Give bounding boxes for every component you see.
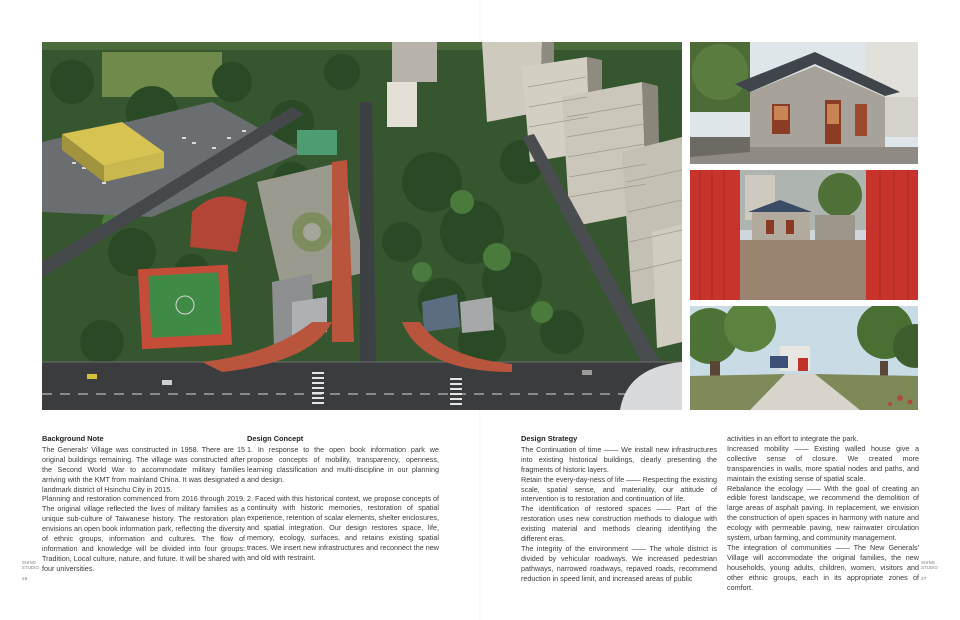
design-strategy-section bbox=[521, 434, 717, 584]
design-strategy-paragraph: Rebalance the ecology —— With the goal of creating an edible forest landscape, we recommend the demolition of large areas of asphalt paving. In replacement, we envision the construction of open spaces in harmony with nature and ecology with permeable paving, new rainwater circulation system, urban farming, and community management. bbox=[727, 483, 919, 543]
design-strategy-paragraph: activities in an effort to integrate the park. bbox=[727, 434, 859, 443]
design-strategy-paragraph: The integrity of the environment —— The whole district is divided by vehicular roadways. We increased pedestrian pathways, narrowed roadways, repaved roads, recommend reduction in speed limit, and increased areas of public bbox=[521, 543, 717, 583]
aerial-photo-drawing bbox=[42, 42, 682, 410]
design-strategy-paragraph: The Continuation of time —— We install new infrastructures into existing historical buildings, clearly presenting the fragments of historic layers. bbox=[521, 444, 717, 474]
house-photo bbox=[690, 42, 918, 164]
folio-studio-label: STUDIO bbox=[22, 565, 40, 570]
design-concept-paragraph: 2. Faced with this historical context, we propose concepts of continuity with historic memories, restoration of spatial experience, retention of scalar elements, shelter enclosures, and spatial integration. Our design restores space, life, memory, ecology, surfaces, and retains existing spatial traces. We insert new infrastructures and reconnect the new and old with restraint. bbox=[247, 493, 439, 562]
design-strategy-heading: Design Strategy bbox=[521, 434, 578, 443]
design-strategy-paragraph: Increased mobility —— Existing walled house give a collective sense of closure. We created more transparencies in walls, more spatial nodes and paths, and maintain the existing sense of spatial scale. bbox=[727, 443, 919, 483]
folio-studio-label: STUDIO bbox=[921, 565, 939, 570]
background-note-heading: Background Note bbox=[42, 434, 104, 443]
right-folio bbox=[921, 560, 938, 581]
red-wall-photo-drawing bbox=[690, 170, 918, 300]
design-concept-paragraph: 1. In response to the open book information park we propose concepts of mobility, transparency, openness, learning classification and multi-discipline in our planning and design. bbox=[247, 444, 439, 484]
folio-studio-name: SHING bbox=[921, 560, 936, 565]
aerial-photo bbox=[42, 42, 682, 410]
page-number: 26 bbox=[22, 576, 28, 581]
park-path-photo-drawing bbox=[690, 306, 918, 410]
design-strategy-paragraph: Retain the every-day-ness of life —— Respecting the existing scale, spatial sense, and materiality, our attitude of intervention is to restoration and continuation of life. bbox=[521, 474, 717, 504]
design-strategy-paragraph: The integration of communities —— The New Generals' Village will accommodate the original families, the new households, young adults, children, women, visitors and other ethnic groups, each in its appropriate zones of comfort. bbox=[727, 542, 919, 592]
house-photo-drawing bbox=[690, 42, 918, 164]
design-strategy-paragraph: The identification of restored spaces —— Part of the restoration uses new construction methods to dialogue with existing material and methods clearing identifying the different eras. bbox=[521, 504, 717, 544]
background-note-paragraph: Planning and restoration commenced from 2016 through 2019. The original village reflected the lives of military families as a unique sub-culture of Taiwanese history. The restoration plan envisions an open book information park, reflecting the diversity of ethnic groups, information and cultures. The flow of information and knowledge will be divided into four groups: Tradition, Local culture, nature, and future. It will be shared with four universities. bbox=[42, 494, 245, 573]
design-strategy-continued bbox=[727, 434, 919, 593]
red-wall-photo bbox=[690, 170, 918, 300]
left-folio bbox=[22, 560, 39, 581]
folio-studio-name: SHING bbox=[22, 560, 37, 565]
design-concept-section bbox=[247, 434, 439, 563]
design-concept-heading: Design Concept bbox=[247, 434, 304, 443]
page-number: 27 bbox=[921, 576, 927, 581]
park-path-photo bbox=[690, 306, 918, 410]
background-note-paragraph: The Generals' Village was constructed in 1958. There are 15 original buildings remaining. The village was constructed after the Second World War to accommodate military families arriving with the KMT from mainland China. It was designated a landmark district of Hsinchu City in 2015. bbox=[42, 444, 245, 494]
background-note-section bbox=[42, 434, 245, 574]
